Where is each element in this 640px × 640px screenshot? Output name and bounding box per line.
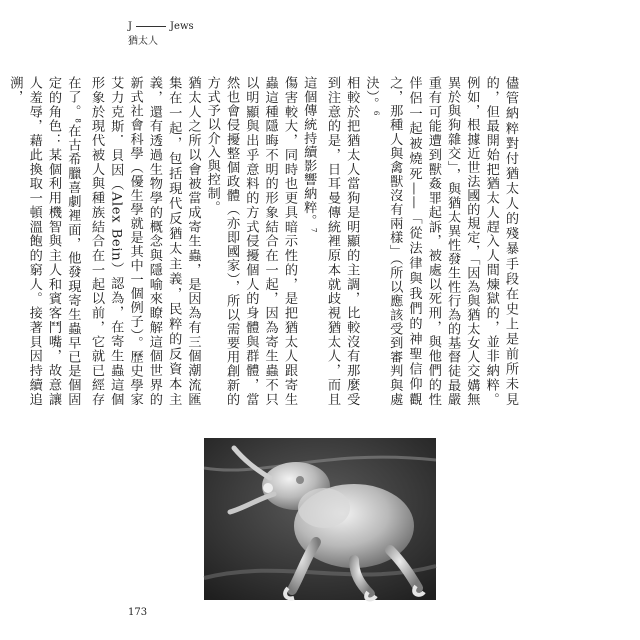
paragraph-1: 儘管納粹對付猶太人的殘暴手段在史上是前所未見的，但最開始把猶太人趕入人間煉獄的，並非納粹。例如，根據近世法國的規定，「因為與猶太女人交媾無異於與狗雜交」，與猶太異性發生性行為的基督徒最嚴重有可能遭到獸姦罪起訴，被處以死刑，與他們的性伴侶一起被燒死——「從法律與我們的神聖信仰觀之，那種人與禽獸沒有兩樣」（所以應該受到審判與處決）。$^6$ [363, 76, 518, 406]
footnote-ref: 6 [371, 110, 380, 116]
micrograph-image [204, 438, 436, 600]
running-head-letter: J [128, 21, 133, 32]
running-head-subtitle: 猶太人 [128, 36, 158, 47]
paragraph-3: 傷害較大，同時也更具暗示性的，是把猶太人跟寄生蟲這種隱晦不明的形象結合在一起，因為寄生蟲不只以明顯與出乎意料的方式侵擾個人的身體與群體，當然也會侵擾整個政體（亦即國家），所以需要用創新的方式予以介入與控制。 [204, 76, 297, 406]
vertical-body-text [7, 76, 520, 407]
running-head-entry: Jews [170, 21, 194, 32]
running-head [128, 20, 194, 48]
footnote-ref: 7 [309, 227, 318, 233]
running-head-line [128, 20, 194, 33]
running-head-rule [136, 26, 166, 27]
paragraph-2: 相較於把猶太人當狗是明顯的主調，比較沒有那麼受到注意的是，日耳曼傳統裡原本就歧視猶太人，而且這個傳統持續影響納粹。$^7$ [301, 76, 360, 406]
paragraph-4: 猶太人之所以會被當成寄生蟲，是因為有三個潮流匯集在一起，包括現代反猶太主義，民粹的反資本主義，還有透過生物學的概念與隱喻來瞭解這個世界的新式社會科學（優生學就是其中一個例子）。歷史學家艾力克斯．貝因（Alex Bein）認為，在寄生蟲這個形象於現代被人與種族結合在一起以前，它就已經存在了。$^8$在古希臘喜劇裡面，他發現寄生蟲早已是個固定的角色：某個利用機智與主人和賓客鬥嘴，故意讓人羞辱，藉此換取一頓溫飽的窮人。接著貝因持續追溯， [7, 76, 201, 407]
page-number: 173 [128, 607, 148, 618]
footnote-ref: 8 [73, 118, 82, 124]
electron-micrograph-louse-figure [204, 438, 436, 600]
